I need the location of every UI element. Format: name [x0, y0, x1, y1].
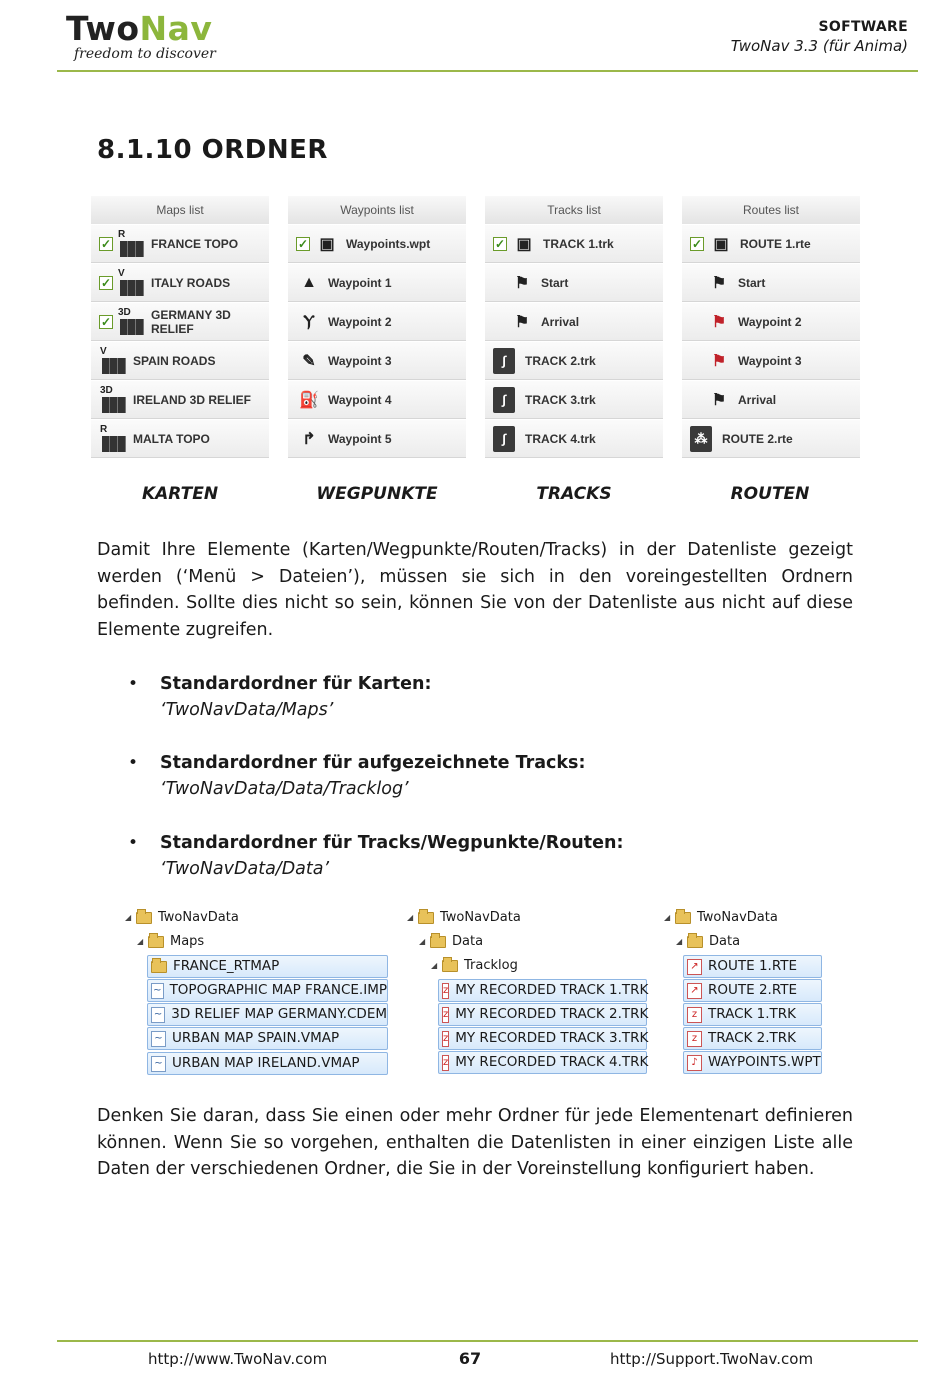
checkbox-icon: ✓	[100, 314, 112, 329]
bullet-dot: •	[128, 753, 139, 773]
data-folder-tree	[664, 907, 829, 1079]
tree-file-item[interactable]: z MY RECORDED TRACK 2.TRK	[438, 1003, 647, 1026]
bullet-label: Standardordner für aufgezeichnete Tracks:	[160, 753, 586, 773]
list-item-label: Waypoint 3	[738, 353, 802, 368]
checkbox-icon: ✓	[494, 236, 506, 251]
folder-icon	[136, 912, 152, 924]
tree-node-tracklog[interactable]: ◢ Tracklog	[431, 955, 518, 977]
bullet-path: ‘TwoNavData/Data/Tracklog’	[160, 779, 409, 799]
folder-icon	[442, 960, 458, 972]
bullet-path: ‘TwoNavData/Data’	[160, 859, 330, 879]
route-file-icon: ⁂	[690, 426, 712, 452]
list-item	[288, 380, 466, 419]
intro-paragraph: Damit Ihre Elemente (Karten/Wegpunkte/Routen/Tracks) in der Datenliste gezeigt werden (‘Menü > Dateien’), müssen sie sich in den voreingestellten Ordnern befinden. Sollte dies nicht so sein, können Sie von der Datenliste aus nicht auf diese Elemente zugreifen.	[97, 540, 853, 640]
list-item-label: Waypoints.wpt	[346, 236, 431, 251]
tree-node-root[interactable]: ◢ TwoNavData	[664, 907, 778, 929]
fork-icon: Ⲩ	[303, 312, 315, 330]
route-file-icon: ↗	[687, 959, 702, 975]
expand-triangle-icon: ◢	[125, 913, 132, 922]
panel-title: Waypoints list	[288, 196, 466, 224]
folder-icon	[418, 912, 434, 924]
list-item	[682, 263, 860, 302]
folder-icon	[675, 912, 691, 924]
list-item	[485, 302, 663, 341]
red-flag-icon: ⚑	[711, 313, 727, 331]
page-header	[0, 0, 950, 75]
list-item	[485, 341, 663, 380]
folder-icon	[430, 936, 446, 948]
list-item	[91, 302, 269, 341]
checkbox-icon: ✓	[100, 236, 112, 251]
tree-node-data[interactable]: ◢ Data	[676, 931, 740, 953]
list-item-label: Waypoint 3	[328, 353, 392, 368]
expand-triangle-icon: ◢	[664, 913, 671, 922]
route-file-icon: ↗	[687, 983, 702, 999]
file-icon: ▣	[319, 235, 335, 253]
list-item	[91, 341, 269, 380]
caption-wegpunkte: WEGPUNKTE	[316, 484, 438, 504]
bullet-label: Standardordner für Tracks/Wegpunkte/Routen:	[160, 833, 624, 853]
bullet-maps	[160, 671, 431, 723]
list-item	[682, 302, 860, 341]
panel-captions	[0, 484, 950, 510]
list-item-label: FRANCE TOPO	[151, 236, 239, 251]
list-item	[288, 263, 466, 302]
list-item	[91, 263, 269, 302]
list-item-label: Arrival	[541, 314, 580, 329]
bullet-dot: •	[128, 674, 139, 694]
section-title: 8.1.10 ORDNER	[97, 135, 328, 165]
map-file-icon: ~	[151, 1056, 166, 1072]
flag-icon: ⚑	[514, 274, 530, 292]
bullet-path: ‘TwoNavData/Maps’	[160, 700, 334, 720]
list-item	[91, 419, 269, 458]
list-item	[91, 380, 269, 419]
list-item	[288, 224, 466, 263]
map-file-icon: ~	[151, 1007, 165, 1023]
list-item	[91, 224, 269, 263]
folder-icon	[687, 936, 703, 948]
list-item	[485, 263, 663, 302]
raster-map-icon: R	[117, 229, 147, 259]
list-item	[485, 419, 663, 458]
raster-map-icon: R	[99, 424, 129, 454]
bullet-dot: •	[128, 833, 139, 853]
list-item-label: TRACK 3.trk	[525, 392, 596, 407]
track-file-icon: ∫	[493, 387, 515, 413]
list-item	[485, 380, 663, 419]
file-icon: ▣	[713, 235, 729, 253]
list-item-label: Waypoint 4	[328, 392, 392, 407]
track-file-icon: z	[442, 983, 449, 999]
tree-file-item[interactable]: z MY RECORDED TRACK 4.TRK	[438, 1051, 647, 1074]
footer-support-link[interactable]: http://Support.TwoNav.com	[610, 1350, 814, 1368]
maps-list-panel	[91, 196, 269, 458]
logo-tagline: freedom to discover	[74, 46, 216, 62]
list-item-label: IRELAND 3D RELIEF	[133, 392, 252, 407]
list-item-label: ROUTE 2.rte	[722, 431, 793, 446]
map-file-icon: ~	[151, 1031, 166, 1047]
twonav-logo	[66, 9, 216, 62]
track-file-icon: z	[442, 1007, 449, 1023]
header-divider	[57, 70, 918, 72]
list-item-label: TRACK 1.trk	[543, 236, 614, 251]
list-item-label: Waypoint 5	[328, 431, 392, 446]
footer-divider	[57, 1340, 918, 1342]
track-file-icon: z	[687, 1031, 702, 1047]
footer-website-link[interactable]: http://www.TwoNav.com	[148, 1350, 328, 1368]
tracks-list-panel	[485, 196, 663, 458]
list-item	[288, 341, 466, 380]
tree-file-item[interactable]: ~ 3D RELIEF MAP GERMANY.CDEM	[147, 1003, 388, 1026]
device-screenshots	[91, 196, 861, 458]
tree-file-item[interactable]: ~ TOPOGRAPHIC MAP FRANCE.IMP	[147, 979, 388, 1002]
track-file-icon: ∫	[493, 426, 515, 452]
tree-icon: ▲	[301, 273, 317, 291]
list-item-label: Waypoint 1	[328, 275, 392, 290]
track-file-icon: z	[687, 1007, 702, 1023]
relief-map-icon: 3D	[99, 385, 129, 415]
list-item-label: ROUTE 1.rte	[740, 236, 811, 251]
tree-file-item[interactable]: z MY RECORDED TRACK 1.TRK	[438, 979, 647, 1002]
expand-triangle-icon: ◢	[419, 937, 426, 946]
list-item-label: Waypoint 2	[738, 314, 802, 329]
list-item	[682, 224, 860, 263]
expand-triangle-icon: ◢	[676, 937, 683, 946]
header-section: SOFTWARE	[818, 19, 908, 35]
header-info	[731, 18, 908, 56]
flag-icon: ⚑	[711, 274, 727, 292]
expand-triangle-icon: ◢	[431, 961, 438, 970]
relief-map-icon: 3D	[117, 307, 147, 337]
vector-map-icon: V	[99, 346, 129, 376]
tree-node-data[interactable]: ◢ Data	[419, 931, 483, 953]
list-item	[682, 419, 860, 458]
tree-node-root[interactable]: ◢ TwoNavData	[407, 907, 521, 929]
list-item-label: ITALY ROADS	[151, 275, 231, 290]
panel-title: Tracks list	[485, 196, 663, 224]
routes-list-panel	[682, 196, 860, 458]
panel-title: Maps list	[91, 196, 269, 224]
tree-file-item[interactable]: ~ URBAN MAP SPAIN.VMAP	[147, 1027, 388, 1050]
tree-file-item[interactable]: z MY RECORDED TRACK 3.TRK	[438, 1027, 647, 1050]
list-item-label: MALTA TOPO	[133, 431, 210, 446]
caption-tracks: TRACKS	[536, 484, 612, 504]
tree-node-root[interactable]: ◢ TwoNavData	[125, 907, 239, 929]
checkbox-icon: ✓	[297, 236, 309, 251]
vector-map-icon: V	[117, 268, 147, 298]
bullet-label: Standardordner für Karten:	[160, 674, 432, 694]
caption-karten: KARTEN	[141, 484, 219, 504]
list-item-label: TRACK 4.trk	[525, 431, 596, 446]
page-number: 67	[458, 1349, 482, 1368]
checkbox-icon: ✓	[100, 275, 112, 290]
list-item	[485, 224, 663, 263]
red-flag-icon: ⚑	[711, 352, 727, 370]
fuel-icon: ⛽	[299, 391, 319, 409]
bullet-tracklog	[160, 750, 585, 802]
checkbox-icon: ✓	[691, 236, 703, 251]
tree-file-item[interactable]: ♪ WAYPOINTS.WPT	[683, 1051, 822, 1074]
waypoints-list-panel	[288, 196, 466, 458]
map-file-icon: ~	[151, 983, 164, 999]
logo-nav: Nav	[139, 9, 213, 48]
list-item-label: Waypoint 2	[328, 314, 392, 329]
tree-file-item[interactable]: z TRACK 1.TRK	[683, 1003, 822, 1026]
list-item-label: Arrival	[738, 392, 777, 407]
expand-triangle-icon: ◢	[137, 937, 144, 946]
list-item-label: Start	[541, 275, 569, 290]
panel-title: Routes list	[682, 196, 860, 224]
tree-file-item[interactable]: FRANCE_RTMAP	[147, 955, 388, 978]
tree-file-item[interactable]: ↗ ROUTE 1.RTE	[683, 955, 822, 978]
list-item-label: Start	[738, 275, 766, 290]
closing-paragraph: Denken Sie daran, dass Sie einen oder mehr Ordner für jede Elementenart definieren können. Wenn Sie so vorgehen, enthalten die Datenlisten in einer einzigen Liste alle Daten der verschiedenen Ordner, die Sie in der Voreinstellung konfiguriert haben.	[97, 1106, 853, 1179]
tree-file-item[interactable]: ~ URBAN MAP IRELAND.VMAP	[147, 1052, 388, 1075]
file-icon: ▣	[516, 235, 532, 253]
track-file-icon: z	[442, 1055, 449, 1071]
track-file-icon: ∫	[493, 348, 515, 374]
tree-node-maps[interactable]: ◢ Maps	[137, 931, 204, 953]
list-item	[682, 380, 860, 419]
list-item	[288, 419, 466, 458]
tree-file-item[interactable]: ↗ ROUTE 2.RTE	[683, 979, 822, 1002]
expand-triangle-icon: ◢	[407, 913, 414, 922]
flag-icon: ⚑	[514, 313, 530, 331]
list-item	[288, 302, 466, 341]
list-item	[682, 341, 860, 380]
pin-icon: ✎	[302, 352, 316, 370]
track-file-icon: z	[442, 1031, 449, 1047]
caption-routen: ROUTEN	[730, 484, 810, 504]
list-item-label: SPAIN ROADS	[133, 353, 216, 368]
tree-file-item[interactable]: z TRACK 2.TRK	[683, 1027, 822, 1050]
list-item-label: GERMANY 3D RELIEF	[151, 307, 231, 336]
logo-two: Two	[66, 9, 140, 48]
tracklog-folder-tree	[407, 907, 652, 1079]
folder-icon	[151, 961, 167, 973]
bullet-data	[160, 830, 623, 882]
waypoint-file-icon: ♪	[687, 1055, 702, 1071]
turn-arrow-icon: ↱	[302, 430, 316, 448]
flag-icon: ⚑	[711, 391, 727, 409]
maps-folder-tree	[125, 907, 395, 1079]
folder-icon	[148, 936, 164, 948]
list-item-label: TRACK 2.trk	[525, 353, 596, 368]
header-product: TwoNav 3.3 (für Anima)	[730, 37, 908, 55]
